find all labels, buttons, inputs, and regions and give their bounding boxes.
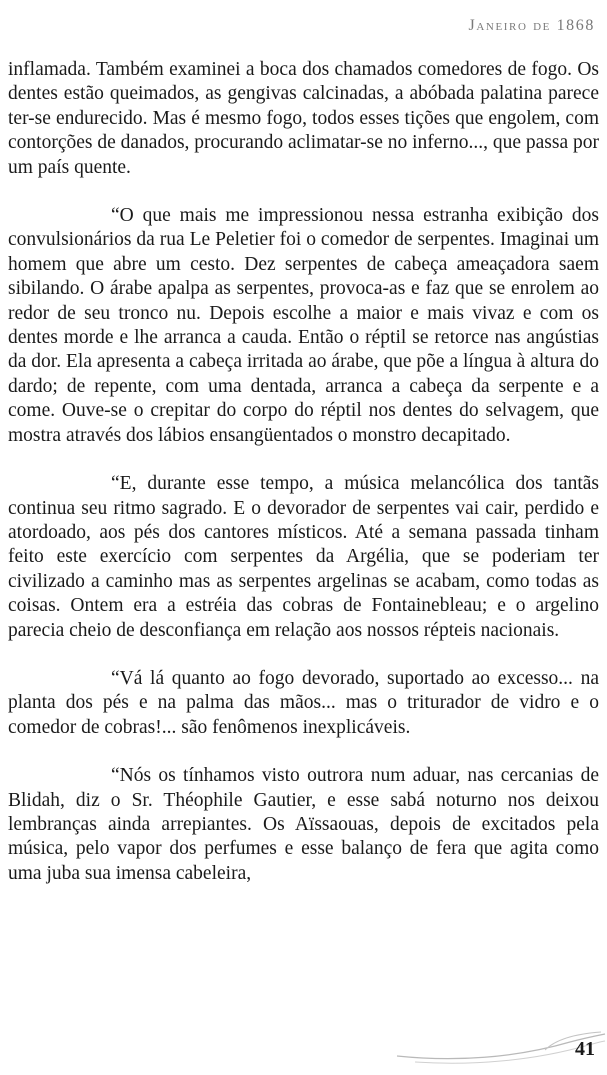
paragraph: “E, durante esse tempo, a música melancólica dos tantãs continua seu ritmo sagrado. E o devorador de serpentes vai cair, perdido e atordoado, aos pés dos cantores místicos. Até a semana passada tinham feito este exercício com serpentes da Argélia, que se poderiam ter civilizado a caminho mas as serpentes argelinas se acabam, como todas as coisas. Ontem era a estréia das cobras de Fontainebleau; e o argelino parecia cheio de desconfiança em relação aos nossos répteis nacionais. bbox=[8, 473, 599, 641]
paragraph: “O que mais me impressionou nessa estranha exibição dos convulsionários da rua Le Peletier foi o comedor de serpentes. Imaginai um homem que abre um cesto. Dez serpentes de cabeça ameaçadora saem sibilando. O árabe apalpa as serpentes, provoca-as e faz que se enrolem ao redor de seu tronco nu. Depois escolhe a maior e mais vivaz e com os dentes morde e lhe arranca a cauda. Então o réptil se retorce nas angústias da dor. Ela apresenta a cabeça irritada ao árabe, que põe a língua à altura do dardo; de repente, com uma dentada, arranca a cabeça da serpente e a come. Ouve-se o crepitar do corpo do réptil nos dentes do selvagem, que mostra através dos lábios ensangüentados o monstro decapitado. bbox=[8, 205, 599, 446]
paragraph: “Nós os tínhamos visto outrora num aduar, nas cercanias de Blidah, diz o Sr. Théophile Gautier, e esse sabá noturno nos deixou lembranças ainda arrepiantes. Os Aïssaouas, depois de excitados pela música, pelo vapor dos perfumes e esse balanço de fera que agita como uma juba sua imensa cabeleira, bbox=[8, 765, 599, 884]
paragraph: inflamada. Também examinei a boca dos chamados comedores de fogo. Os dentes estão queimados, as gengivas calcinadas, a abóbada palatina parece ter-se endurecido. Mas é mesmo fogo, todos esses tições que engolem, com contorções de danados, procurando aclimatar-se no inferno..., que passa por um país quente. bbox=[8, 59, 599, 178]
running-head: Janeiro de 1868 bbox=[468, 17, 595, 34]
paragraph: “Vá lá quanto ao fogo devorado, suportado ao excesso... na planta dos pés e na palma das mãos... mas o triturador de vidro e o comedor de cobras!... são fenômenos inexplicáveis. bbox=[8, 667, 599, 738]
page-number: 41 bbox=[575, 1038, 595, 1060]
body-text bbox=[8, 58, 599, 910]
